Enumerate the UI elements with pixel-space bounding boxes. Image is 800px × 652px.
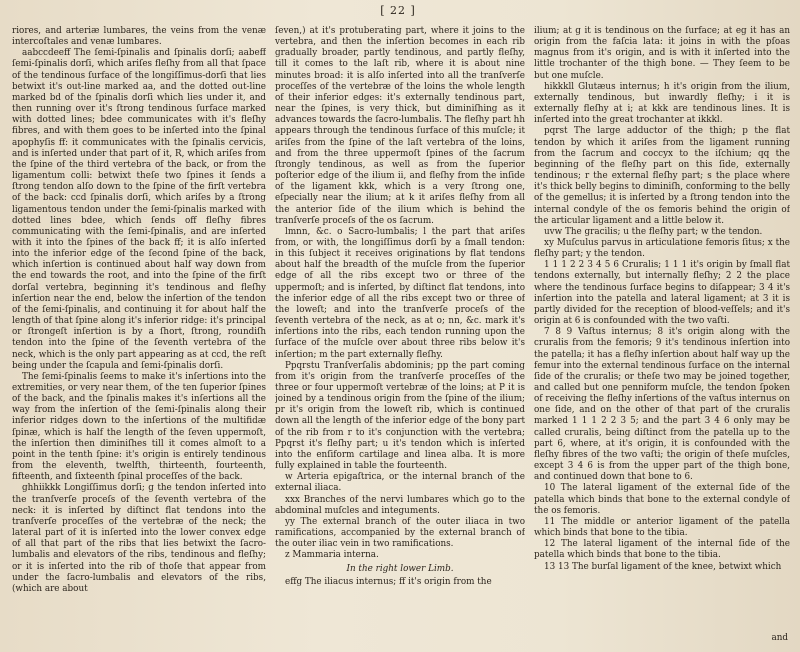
paragraph: 10 The lateral ligament of the external ſide of the patella which binds that bone to the external condyle of the os femoris. — [534, 483, 790, 516]
paragraph: aabccdeeff The ſemi-ſpinalis and ſpinalis dorſi; aabeff ſemi-ſpinalis dorſi, which ariſes fleſhy from all that ſpace of the tendinous ſurface of the longiſſimus-dorſi that lies betwixt it's out-line marked aa, and the dotted out-line marked bd of the ſpinalis dorſi which lies under it, and then running over it's ſtrong tendinous ſurface marked with dotted lines; bdee communicates with it's fleſhy fibres, and with them goes to be inſerted into the ſpinal apophyſis ff: it communicates with the ſpinalis cervicis, and is inſerted under that part of it, R, which ariſes from the ſpine of the third vertebra of the back, or from the ligamentum colli: betwixt theſe two ſpines it ſends a ſtrong tendon alſo down to the ſpine of the firſt vertebra of the back: ccd ſpinalis dorſi, which ariſes by a ſtrong ligamentous tendon under the ſemi-ſpinalis marked with dotted lines bdee, which ſends off fleſhy fibres communicating with the ſemi-ſpinalis, and are inſerted with it into the ſpines of the back ff; it is alſo inſerted into the inferior edge of the ſecond ſpine of the back, which inſertion is continued about half way down from the end towards the root, and into the ſpine of the firſt dorſal vertebra, beginning it's tendinous and fleſhy inſertion near the end, below the inſertion of the tendon of the ſemi-ſpinalis, and continuing it for about half the length of that ſpine along it's inferior ridge: it's principal or ſtrongeſt inſertion is by a ſhort, ſtrong, roundiſh tendon into the ſpine of the ſeventh vertebra of the neck, which is the only part appearing as at ccd, the reſt being under the ſcapula and ſemi-ſpinalis dorſi. — [12, 48, 266, 371]
text-column-right — [534, 26, 790, 642]
paragraph: ghhiikkk Longiſſimus dorſi; g the tendon inſerted into the tranſverſe proceſs of the ſeventh vertebra of the neck: it is inſerted by diſtinct flat tendons into the tranſverſe proceſſes of the vertebræ of the neck; the lateral part of it is inſerted into the lower convex edge of all that part of the ribs that lies betwixt the ſacro-lumbalis and elevators of the ribs, tendinous and fleſhy; or it is inſerted into the rib of thoſe that appear from under the ſacro-lumbalis and elevators of the ribs, (which are about — [12, 483, 266, 594]
paragraph: xxx Branches of the nervi lumbares which go to the abdominal muſcles and integuments. — [275, 494, 525, 516]
paragraph: 7 8 9 Vaſtus internus; 8 it's origin along with the cruralis from the femoris; 9 it's tendinous inſertion into the patella; it has a fleſhy inſertion about half way up the femur into the external tendinous ſurface on the internal ſide of the cruralis; or theſe two may be joined together, and called but one penniform muſcle, the tendon ſpoken of receiving the fleſhy inſertions of the vaſtus internus on one ſide, and on the other of that part of the cruralis marked 1 1 1 2 2 3 5; and the part 3 4 6 only may be called cruralis, being diſtinct from the patella up to the part 6, where, at it's origin, it is confounded with the fleſhy fibres of the two vaſti; the origin of theſe muſcles, except 3 4 6 is from the upper part of the thigh bone, and continued down that bone to 6. — [534, 327, 790, 483]
paragraph: ſeven,) at it's protuberating part, where it joins to the vertebra, and then the inſertion becomes in each rib gradually broader, partly tendinous, and partly fleſhy, till it comes to the laſt rib, where it is about nine minutes broad: it is alſo inſerted into all the tranſverſe proceſſes of the vertebræ of the loins the whole length of their inferior edges: it's externally tendinous part, near the ſpines, is very thick, but diminiſhing as it advances towards the ſacro-lumbalis. The fleſhy part hh appears through the tendinous ſurface of this muſcle; it ariſes from the ſpine of the laſt vertebra of the loins, and from the three uppermoſt ſpines of the ſacrum ſtrongly tendinous, as well as from the ſuperior poſterior edge of the ilium ii, and fleſhy from the inſide of the ligament kkk, which is a very ſtrong one, eſpecially near the ilium; at k it ariſes fleſhy from all the anterior ſide of the ilium which is behind the tranſverſe proceſs of the os ſacrum. — [275, 26, 525, 226]
paragraph: xy Muſculus parvus in articulatione femoris ſitus; x the fleſhy part; y the tendon. — [534, 237, 790, 260]
paragraph: 11 The middle or anterior ligament of the patella which binds that bone to the tibia. — [534, 516, 790, 539]
paragraph: ilium; at g it is tendinous on the ſurface; at eg it has an origin from the faſcia lata: it joins in with the pſoas magnus from it's origin, and is with it inſerted into the little trochanter of the thigh bone. — They ſeem to be but one muſcle. — [534, 26, 790, 81]
page-number: [ 22 ] — [380, 4, 416, 17]
paragraph: riores, and arteriæ lumbares, the veins from the venæ intercoſtales and venæ lumbares. — [12, 26, 266, 48]
paragraph: yy The external branch of the outer iliaca in two ramifications, accompanied by the external branch of the outer iliac vein in two ramifications. — [275, 516, 525, 550]
paragraph: Ppqrstu Tranſverſalis abdominis; pp the part coming from it's origin from the tranſverſe proceſſes of the three or four uppermoſt vertebræ of the loins; at P it is joined by a tendinous origin from the ſpine of the ilium; pr it's origin from the loweſt rib, which is continued down all the length of the inferior edge of the bony part of the rib from r to it's conjunction with the vertebra; Ppqrst it's fleſhy part; u it's tendon which is inſerted into the enſiform cartilage and linea alba. It is more fully explained in table the fourteenth. — [275, 360, 525, 472]
page-header — [0, 2, 800, 24]
text-column-middle — [275, 26, 525, 642]
catchword: and — [771, 633, 788, 643]
paragraph: lmnn, &c. o Sacro-lumbalis; l the part that ariſes from, or with, the longiſſimus dorſi by a ſmall tendon: in this ſubject it receives originations by flat tendons about half the breadth of the muſcle from the ſuperior edge of all the ribs except two or three of the uppermoſt; and is inſerted, by diſtinct flat tendons, into the inferior edge of all the ribs except two or three of the loweſt; and into the tranſverſe proceſs of the ſeventh vertebra of the neck, as at o; nn, &c. mark it's inſertions into the ribs, each tendon running upon the ſurface of the muſcle over about three ribs below it's inſertion; m the part externally fleſhy. — [275, 226, 525, 360]
paragraph: z Mammaria interna. — [285, 550, 379, 561]
paragraph: uvw The gracilis; u the fleſhy part; w the tendon. — [544, 226, 763, 237]
paragraph: 13 13 The burſal ligament of the knee, betwixt which — [544, 561, 782, 572]
paragraph: The ſemi-ſpinalis ſeems to make it's inſertions into the extremities, or very near them, of the ten ſuperior ſpines of the back, and the ſpinalis makes it's inſertions all the way from the inſertion of the ſemi-ſpinalis along their inferior ridges down to the inſertions of the multifidæ ſpinæ, which is half the length of the ſeven uppermoſt, the inſertion then diminiſhes till it comes almoſt to a point in the tenth ſpine: it's origin is entirely tendinous from the eleventh, twelfth, thirteenth, fourteenth, fifteenth, and ſixteenth ſpinal proceſſes of the back. — [12, 371, 266, 483]
paragraph: pqrst The large adductor of the thigh; p the flat tendon by which it ariſes from the ligament running from the ſacrum and coccyx to the iſchium; qq the beginning of the fleſhy part on this ſide, externally tendinous; r the external fleſhy part; s the place where it's thick belly begins to diminiſh, conforming to the belly of the gemellus; it is inſerted by a ſtrong tendon into the internal condyle of the os femoris behind the origin of the articular ligament and a little below it. — [534, 126, 790, 226]
section-heading: In the right lower Limb. — [346, 563, 454, 574]
text-column-left — [12, 26, 266, 642]
paragraph: 12 The lateral ligament of the internal ſide of the patella which binds that bone to the tibia. — [534, 539, 790, 561]
paragraph: w Arteria epigaſtrica, or the internal branch of the external iliaca. — [275, 472, 525, 494]
paragraph: 1 1 1 2 2 3 4 5 6 Cruralis; 1 1 1 it's origin by ſmall flat tendons externally, but internally fleſhy; 2 2 the place where the tendinous ſurface begins to diſappear; 3 4 it's inſertion into the patella and lateral ligament; at 3 it is partly divided for the reception of blood-veſſels; and it's origin at 6 is confounded with the two vaſti. — [534, 260, 790, 327]
paragraph: effg The iliacus internus; ff it's origin from the — [285, 576, 492, 587]
paragraph: hikkkll Glutæus internus; h it's origin from the ilium, externally tendinous, but inwardly fleſhy; i it is externally fleſhy at i; at kkk are tendinous lines. It is inſerted into the great trochanter at ikkkl. — [534, 81, 790, 126]
